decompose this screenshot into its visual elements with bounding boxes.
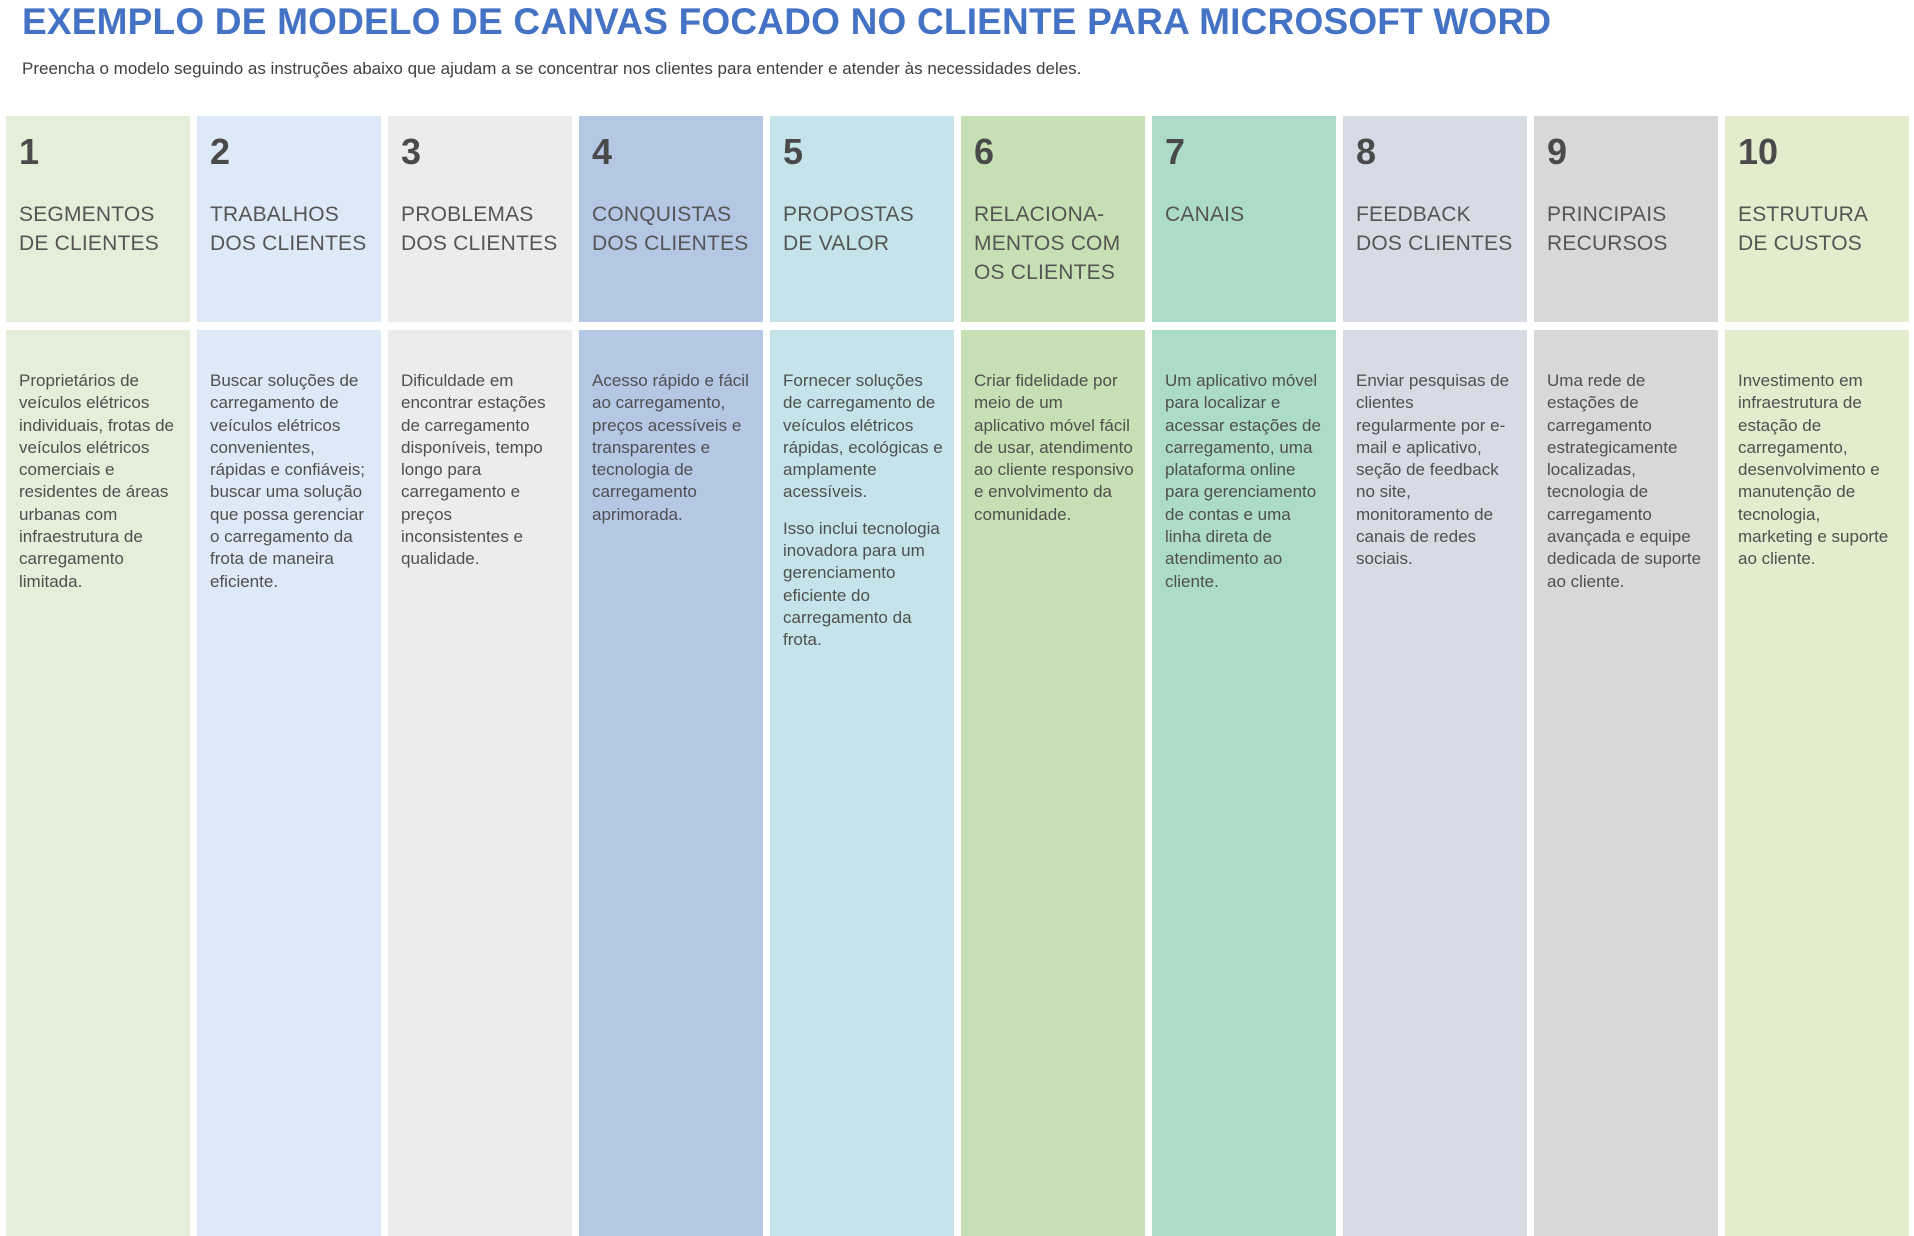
- column-number: 1: [19, 131, 40, 172]
- column-number: 5: [783, 131, 804, 172]
- column-header: [1152, 116, 1336, 322]
- column-body[interactable]: [1152, 330, 1336, 1236]
- column-title[interactable]: TRABALHOS DOS CLIENTES: [210, 203, 367, 255]
- column-header: [1343, 116, 1527, 322]
- column-body[interactable]: [1534, 330, 1718, 1236]
- column-title[interactable]: PROBLEMAS DOS CLIENTES: [401, 203, 558, 255]
- column-number: 2: [210, 131, 231, 172]
- column-body[interactable]: [6, 330, 190, 1236]
- column-text[interactable]: Fornecer soluções de carregamento de veículos elétricos rápidas, ecológicas e amplamente acessíveis.: [783, 371, 943, 502]
- column-text[interactable]: Uma rede de estações de carregamento estrategicamente localizadas, tecnologia de carregamento avançada e equipe dedicada de suporte ao cliente.: [1547, 371, 1702, 591]
- column-title[interactable]: RELACIONA-MENTOS COM OS CLIENTES: [974, 203, 1121, 284]
- column-number: 8: [1356, 131, 1377, 172]
- column-text[interactable]: Um aplicativo móvel para localizar e acessar estações de carregamento, uma plataforma online para gerenciamento de contas e uma linha direta de atendimento ao cliente.: [1165, 371, 1321, 591]
- page-title: EXEMPLO DE MODELO DE CANVAS FOCADO NO CLIENTE PARA MICROSOFT WORD: [22, 1, 1552, 42]
- canvas-grid: [6, 116, 1910, 1236]
- column-title[interactable]: CONQUISTAS DOS CLIENTES: [592, 203, 749, 255]
- column-header: [961, 116, 1145, 322]
- column-title[interactable]: FEEDBACK DOS CLIENTES: [1356, 203, 1513, 255]
- column-text[interactable]: Proprietários de veículos elétricos individuais, frotas de veículos elétricos comerciais e residentes de áreas urbanas com infraestrutura de carregamento limitada.: [19, 371, 174, 591]
- page-subtitle: Preencha o modelo seguindo as instruções abaixo que ajudam a se concentrar nos clientes para entender e atender às necessidades deles.: [22, 59, 1082, 78]
- column-number: 3: [401, 131, 422, 172]
- column-text[interactable]: Acesso rápido e fácil ao carregamento, preços acessíveis e transparentes e tecnologia de carregamento aprimorada.: [592, 371, 749, 524]
- column-title[interactable]: PROPOSTAS DE VALOR: [783, 203, 914, 255]
- column-number: 4: [592, 131, 613, 172]
- column-header: [1534, 116, 1718, 322]
- column-body[interactable]: [1343, 330, 1527, 1236]
- column-text[interactable]: Buscar soluções de carregamento de veículos elétricos convenientes, rápidas e confiáveis; buscar uma solução que possa gerenciar o carregamento da frota de maneira eficiente.: [210, 371, 365, 591]
- column-text[interactable]: Dificuldade em encontrar estações de carregamento disponíveis, tempo longo para carregamento e preços inconsistentes e qualidade.: [401, 371, 546, 569]
- column-body[interactable]: [197, 330, 381, 1236]
- column-number: 6: [974, 131, 995, 172]
- column-number: 7: [1165, 131, 1186, 172]
- column-title[interactable]: CANAIS: [1165, 203, 1245, 226]
- column-header: [770, 116, 954, 322]
- column-title[interactable]: SEGMENTOS DE CLIENTES: [19, 203, 159, 255]
- column-number: 10: [1738, 131, 1779, 172]
- column-title[interactable]: ESTRUTURA DE CUSTOS: [1738, 203, 1867, 255]
- column-header: [197, 116, 381, 322]
- column-text[interactable]: Criar fidelidade por meio de um aplicativo móvel fácil de usar, atendimento ao cliente responsivo e envolvimento da comunidade.: [974, 371, 1134, 524]
- column-text[interactable]: Isso inclui tecnologia inovadora para um gerenciamento eficiente do carregamento da frota.: [783, 518, 940, 650]
- column-title[interactable]: PRINCIPAIS RECURSOS: [1547, 203, 1668, 255]
- column-header: [1725, 116, 1909, 322]
- column-body[interactable]: [579, 330, 763, 1236]
- column-body[interactable]: [770, 330, 954, 1236]
- column-body[interactable]: [961, 330, 1145, 1236]
- column-number: 9: [1547, 131, 1568, 172]
- column-header: [6, 116, 190, 322]
- column-text[interactable]: Enviar pesquisas de clientes regularmente por e-mail e aplicativo, seção de feedback no site, monitoramento de canais de redes sociais.: [1356, 371, 1510, 569]
- column-body[interactable]: [1725, 330, 1909, 1236]
- column-header: [388, 116, 572, 322]
- column-header: [579, 116, 763, 322]
- column-body[interactable]: [388, 330, 572, 1236]
- column-text[interactable]: Investimento em infraestrutura de estação de carregamento, desenvolvimento e manutenção de tecnologia, marketing e suporte ao cliente.: [1738, 371, 1889, 569]
